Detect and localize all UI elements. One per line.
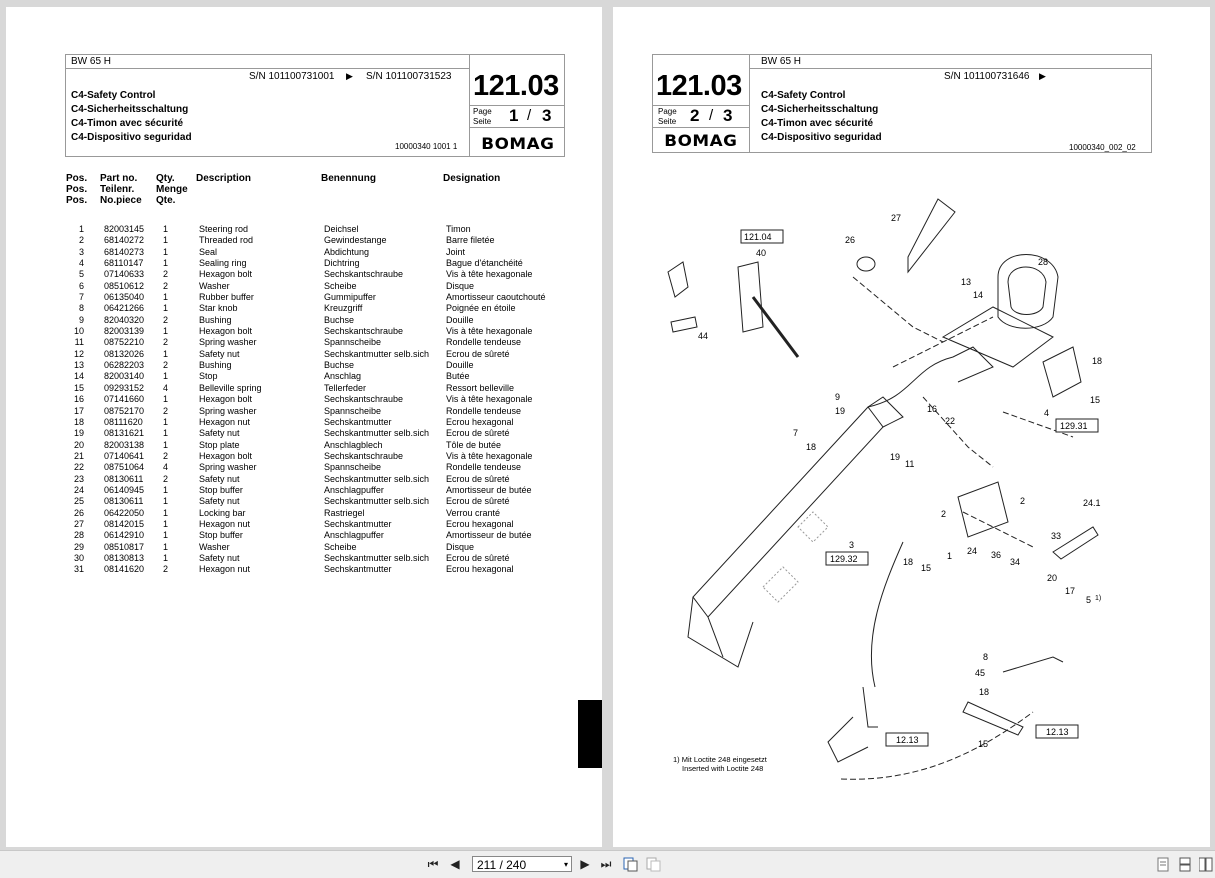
part-qty: 1 [163, 371, 169, 382]
part-qty: 1 [163, 552, 169, 563]
part-pos: 13 [73, 360, 84, 371]
part-description: Sealing ring [199, 258, 247, 269]
ref-box-label: 12.13 [1046, 727, 1069, 737]
part-benennung: Sechskantmutter [324, 564, 392, 575]
page-indicator: 211 / 240 [477, 858, 527, 872]
part-benennung: Anschlagpuffer [324, 484, 384, 495]
part-number: 08130611 [104, 473, 144, 484]
callout: 15 [1090, 395, 1101, 405]
part-number: 08131621 [104, 428, 145, 439]
part-designation: Vis à tête hexagonale [446, 269, 533, 280]
part-benennung: Dichtring [324, 258, 360, 269]
part-designation: Ecrou de sûreté [446, 552, 510, 563]
callout: 33 [1051, 531, 1062, 541]
part-designation: Amortisseur de butée [446, 530, 532, 541]
part-pos: 1 [78, 224, 84, 234]
part-qty: 1 [163, 326, 169, 337]
part-benennung: Scheibe [324, 280, 357, 291]
callout: 24 [967, 546, 978, 556]
callout: 16 [927, 404, 938, 414]
part-pos: 27 [73, 518, 84, 529]
part-benennung: Sechskantmutter selb.sich [324, 496, 430, 507]
part-description: Bushing [199, 360, 232, 371]
part-qty: 2 [163, 405, 169, 416]
part-pos: 16 [73, 394, 84, 405]
arrow-right-icon: ▶ [1039, 71, 1046, 81]
part-qty: 2 [163, 473, 169, 484]
footnote-line-2: Inserted with Loctite 248 [682, 764, 764, 773]
part-number: 68110147 [104, 258, 144, 269]
callout: 18 [806, 442, 817, 452]
ref-box-label: 121.04 [744, 232, 772, 242]
thumb-index-tab [578, 700, 602, 768]
column-benennung: Benennung [321, 173, 376, 184]
part-qty: 4 [163, 462, 169, 473]
part-number: 82003145 [104, 224, 145, 234]
callout: 18 [1092, 356, 1103, 366]
part-designation: Barre filetée [446, 235, 495, 246]
part-pos: 17 [73, 405, 84, 416]
part-number: 08751064 [104, 462, 145, 473]
part-description: Hexagon bolt [199, 269, 253, 280]
part-qty: 1 [163, 292, 169, 303]
title-es: C4-Dispositivo seguridad [761, 132, 882, 143]
doc-code: 10000340_002_02 [1069, 143, 1136, 152]
part-description: Hexagon bolt [199, 326, 253, 337]
part-description: Stop [199, 371, 218, 382]
seite-label: Seite [473, 117, 492, 126]
part-designation: Ecrou de sûreté [446, 496, 510, 507]
part-benennung: Abdichtung [324, 246, 370, 257]
part-designation: Amortisseur caoutchouté [446, 292, 546, 303]
part-qty: 1 [163, 530, 169, 541]
part-benennung: Sechskantmutter [324, 416, 392, 427]
part-number: 08130813 [104, 552, 145, 563]
part-designation: Verrou cranté [446, 507, 501, 518]
callout: 18 [903, 557, 914, 567]
page-number-select[interactable] [472, 856, 572, 872]
callout: 17 [1065, 586, 1076, 596]
part-number: 08752210 [104, 337, 145, 348]
last-page-icon[interactable]: ⏭ [600, 857, 612, 871]
model-label: BW 65 H [761, 56, 802, 67]
paste-page-icon[interactable] [646, 857, 662, 872]
part-number: 68140272 [104, 235, 145, 246]
part-description: Star knob [199, 303, 238, 314]
part-benennung: Scheibe [324, 541, 357, 552]
callout: 9 [835, 392, 841, 402]
part-qty: 1 [163, 394, 169, 405]
callout: 34 [1010, 557, 1021, 567]
page-label: Page [658, 107, 677, 116]
part-description: Safety nut [199, 496, 240, 507]
header-box [65, 54, 565, 157]
part-designation: Timon [446, 224, 471, 234]
part-description: Hexagon bolt [199, 450, 253, 461]
model-label: BW 65 H [71, 56, 112, 67]
part-number: 08510612 [104, 280, 145, 291]
part-designation: Ecrou de sûreté [446, 428, 510, 439]
callout: 15 [921, 563, 932, 573]
part-number: 07140641 [104, 450, 145, 461]
part-qty: 1 [163, 428, 169, 439]
part-pos: 29 [73, 541, 84, 552]
part-qty: 2 [163, 280, 169, 291]
callout: 11 [905, 459, 915, 469]
part-benennung: Sechskantmutter selb.sich [324, 348, 430, 359]
part-pos: 7 [78, 292, 84, 303]
part-benennung: Buchse [324, 314, 355, 325]
part-number: 82003139 [104, 326, 145, 337]
page-total: 3 [542, 106, 552, 125]
part-qty: 1 [163, 246, 169, 257]
part-pos: 31 [73, 564, 84, 575]
part-pos: 5 [78, 269, 84, 280]
bomag-logo: BOMAG [664, 131, 738, 150]
part-qty: 1 [163, 518, 169, 529]
callout: 2 [1020, 496, 1026, 506]
part-description: Stop buffer [199, 530, 243, 541]
copy-page-icon[interactable] [623, 857, 639, 872]
part-number: 68140273 [104, 246, 145, 257]
part-qty: 1 [163, 416, 169, 427]
part-qty: 2 [163, 450, 169, 461]
part-pos: 2 [78, 235, 84, 246]
part-number: 08111620 [104, 416, 143, 427]
callout: 7 [793, 428, 799, 438]
part-pos: 8 [78, 303, 84, 314]
part-designation: Poignée en étoile [446, 303, 516, 314]
part-qty: 2 [163, 360, 169, 371]
part-pos: 25 [73, 496, 84, 507]
serial-from: S/N 101100731646 [944, 71, 1030, 82]
part-number: 08132026 [104, 348, 145, 359]
bomag-logo: BOMAG [481, 134, 555, 153]
arrow-right-icon: ▶ [346, 71, 353, 81]
part-qty: 1 [163, 496, 169, 507]
part-designation: Disque [446, 280, 475, 291]
title-en: C4-Safety Control [761, 90, 846, 101]
part-pos: 14 [73, 371, 84, 382]
part-description: Hexagon nut [199, 518, 251, 529]
part-pos: 12 [73, 348, 84, 359]
part-number: 07141660 [104, 394, 145, 405]
part-description: Safety nut [199, 348, 240, 359]
part-pos: 20 [73, 439, 84, 450]
part-qty: 1 [163, 348, 169, 359]
right-document-page [613, 7, 1210, 847]
part-qty: 1 [163, 541, 169, 552]
part-description: Spring washer [199, 405, 257, 416]
callout: 19 [835, 406, 846, 416]
part-description: Hexagon bolt [199, 394, 253, 405]
serial-to: S/N 101100731523 [366, 71, 452, 82]
title-fr: C4-Timon avec sécurité [761, 118, 874, 129]
part-designation: Bague d'étanchéité [446, 258, 523, 269]
part-designation: Douille [446, 360, 474, 371]
column-designation: Designation [443, 173, 501, 184]
part-designation: Vis à tête hexagonale [446, 450, 533, 461]
title-de: C4-Sicherheitsschaltung [71, 104, 189, 115]
part-pos: 3 [78, 246, 84, 257]
part-description: Washer [199, 541, 230, 552]
part-designation: Ecrou hexagonal [446, 416, 514, 427]
part-qty: 1 [163, 303, 169, 314]
callout: 26 [845, 235, 856, 245]
part-number: 06142910 [104, 530, 145, 541]
part-benennung: Kreuzgriff [324, 303, 363, 314]
callout: 24.1 [1083, 498, 1101, 508]
callout: 45 [975, 668, 986, 678]
part-benennung: Sechskantschraube [324, 394, 404, 405]
ref-box-label: 12.13 [896, 735, 919, 745]
part-description: Washer [199, 280, 230, 291]
page-separator: / [527, 107, 532, 124]
callout: 1 [947, 551, 953, 561]
next-page-icon[interactable]: ▶ [580, 857, 590, 871]
part-pos: 11 [74, 337, 84, 348]
callout: 27 [891, 213, 902, 223]
part-designation: Butée [446, 371, 470, 382]
seite-label: Seite [658, 117, 677, 126]
chevron-down-icon: ▾ [563, 860, 568, 869]
part-number: 08510817 [104, 541, 145, 552]
group-number: 121.03 [656, 70, 742, 102]
part-designation: Vis à tête hexagonale [446, 326, 533, 337]
part-description: Seal [199, 246, 218, 257]
part-qty: 2 [163, 337, 169, 348]
part-designation: Rondelle tendeuse [446, 405, 522, 416]
callout: 14 [973, 290, 984, 300]
ref-box-label: 129.31 [1060, 421, 1088, 431]
part-pos: 30 [73, 552, 84, 563]
callout: 22 [945, 416, 956, 426]
part-designation: Ecrou de sûreté [446, 348, 510, 359]
part-benennung: Rastriegel [324, 507, 365, 518]
part-number: 07140633 [104, 269, 145, 280]
part-pos: 10 [73, 326, 84, 337]
ref-box-label: 129.32 [830, 554, 858, 564]
part-description: Stop buffer [199, 484, 243, 495]
callout: 28 [1038, 257, 1049, 267]
page-current: 2 [690, 106, 700, 125]
part-designation: Ecrou hexagonal [446, 564, 514, 575]
part-benennung: Sechskantmutter selb.sich [324, 428, 430, 439]
column-description: Description [196, 173, 252, 184]
part-qty: 1 [163, 484, 169, 495]
doc-code: 10000340 1001 1 [395, 142, 458, 151]
header-box [652, 54, 1152, 153]
group-number: 121.03 [473, 70, 559, 102]
continuous-view-icon[interactable] [1179, 857, 1191, 872]
page-current: 1 [509, 106, 519, 125]
part-pos: 15 [73, 382, 84, 393]
part-qty: 2 [163, 269, 169, 280]
part-designation: Ecrou de sûreté [446, 473, 510, 484]
part-benennung: Buchse [324, 360, 355, 371]
part-benennung: Sechskantschraube [324, 326, 404, 337]
part-benennung: Tellerfeder [324, 382, 367, 393]
callout: 3 [849, 540, 855, 550]
callout: 40 [756, 248, 767, 258]
callout: 8 [983, 652, 989, 662]
part-pos: 19 [73, 428, 84, 439]
page-total: 3 [723, 106, 733, 125]
part-number: 06422050 [104, 507, 145, 518]
part-qty: 4 [163, 382, 169, 393]
callout: 36 [991, 550, 1002, 560]
part-number: 09293152 [104, 382, 145, 393]
part-qty: 1 [163, 507, 169, 518]
part-number: 08142015 [104, 518, 145, 529]
column-part-no: Part no. Teilenr. No.piece [100, 173, 142, 206]
part-pos: 22 [73, 462, 84, 473]
part-description: Stop plate [199, 439, 240, 450]
part-benennung: Sechskantschraube [324, 269, 404, 280]
part-qty: 2 [163, 314, 169, 325]
first-page-icon[interactable]: ⏮ [427, 857, 439, 871]
part-description: Hexagon nut [199, 416, 251, 427]
prev-page-icon[interactable]: ◀ [450, 857, 460, 871]
part-qty: 1 [163, 439, 169, 450]
part-number: 06140945 [104, 484, 145, 495]
part-description: Bushing [199, 314, 232, 325]
part-qty: 1 [163, 235, 169, 246]
page-label: Page [473, 107, 492, 116]
part-description: Spring washer [199, 337, 257, 348]
part-number: 82003140 [104, 371, 145, 382]
part-description: Hexagon nut [199, 564, 251, 575]
title-de: C4-Sicherheitsschaltung [761, 104, 879, 115]
part-pos: 21 [73, 450, 84, 461]
part-number: 08141620 [104, 564, 145, 575]
part-number: 82003138 [104, 439, 145, 450]
part-description: Safety nut [199, 473, 240, 484]
part-number: 06282203 [104, 360, 145, 371]
part-designation: Joint [446, 246, 466, 257]
callout: 5 [1086, 595, 1092, 605]
part-number: 82040320 [104, 314, 145, 325]
callout: 44 [698, 331, 709, 341]
part-description: Safety nut [199, 552, 240, 563]
callout: 13 [961, 277, 972, 287]
part-benennung: Spannscheibe [324, 337, 382, 348]
callout: 4 [1044, 408, 1050, 418]
part-pos: 26 [73, 507, 84, 518]
column-pos: Pos. Pos. Pos. [66, 173, 88, 206]
callout: 18 [979, 687, 990, 697]
part-description: Belleville spring [199, 382, 262, 393]
part-designation: Ressort belleville [446, 382, 515, 393]
part-benennung: Sechskantmutter selb.sich [324, 552, 430, 563]
callout: 19 [890, 452, 901, 462]
part-benennung: Anschlagblech [324, 439, 383, 450]
part-qty: 1 [163, 224, 169, 234]
part-designation: Amortisseur de butée [446, 484, 532, 495]
part-designation: Rondelle tendeuse [446, 462, 522, 473]
column-qty: Qty. Menge Qte. [156, 173, 188, 206]
title-en: C4-Safety Control [71, 90, 156, 101]
part-designation: Disque [446, 541, 475, 552]
part-description: Locking bar [199, 507, 246, 518]
part-description: Steering rod [199, 224, 249, 234]
part-pos: 18 [73, 416, 84, 427]
part-designation: Vis à tête hexagonale [446, 394, 533, 405]
part-benennung: Spannscheibe [324, 462, 382, 473]
part-description: Spring washer [199, 462, 257, 473]
part-pos: 6 [78, 280, 84, 291]
part-designation: Tôle de butée [446, 439, 502, 450]
part-description: Safety nut [199, 428, 240, 439]
part-designation: Douille [446, 314, 474, 325]
part-pos: 23 [73, 473, 84, 484]
part-designation: Rondelle tendeuse [446, 337, 522, 348]
part-number: 06421266 [104, 303, 145, 314]
callout: 2 [941, 509, 947, 519]
part-benennung: Gummipuffer [324, 292, 376, 303]
part-pos: 4 [78, 258, 84, 269]
left-document-page [6, 7, 602, 847]
part-benennung: Anschlagpuffer [324, 530, 384, 541]
part-number: 08752170 [104, 405, 145, 416]
page-separator: / [709, 107, 714, 124]
two-page-view-icon[interactable] [1199, 857, 1213, 872]
part-pos: 9 [78, 314, 84, 325]
part-qty: 2 [163, 564, 169, 575]
part-benennung: Sechskantmutter [324, 518, 392, 529]
part-pos: 24 [73, 484, 84, 495]
serial-from: S/N 101100731001 [249, 71, 335, 82]
part-number: 08130611 [104, 496, 144, 507]
part-pos: 28 [73, 530, 84, 541]
part-qty: 1 [163, 258, 169, 269]
part-benennung: Sechskantmutter selb.sich [324, 473, 430, 484]
viewer-toolbar [0, 850, 1215, 878]
part-benennung: Anschlag [324, 371, 362, 382]
exploded-parts-diagram [613, 167, 1210, 847]
footnote-marker: 1) [1095, 595, 1102, 602]
title-fr: C4-Timon avec sécurité [71, 118, 184, 129]
part-designation: Ecrou hexagonal [446, 518, 514, 529]
title-es: C4-Dispositivo seguridad [71, 132, 192, 143]
footnote-line-1: 1) Mit Loctite 248 eingesetzt [673, 755, 767, 764]
single-page-view-icon[interactable] [1157, 857, 1169, 872]
part-description: Rubber buffer [199, 292, 254, 303]
callout: 15 [978, 739, 989, 749]
part-number: 06135040 [104, 292, 145, 303]
callout: 20 [1047, 573, 1058, 583]
part-benennung: Spannscheibe [324, 405, 382, 416]
part-description: Threaded rod [199, 235, 254, 246]
part-benennung: Sechskantschraube [324, 450, 404, 461]
part-benennung: Gewindestange [324, 235, 387, 246]
part-benennung: Deichsel [324, 224, 359, 234]
